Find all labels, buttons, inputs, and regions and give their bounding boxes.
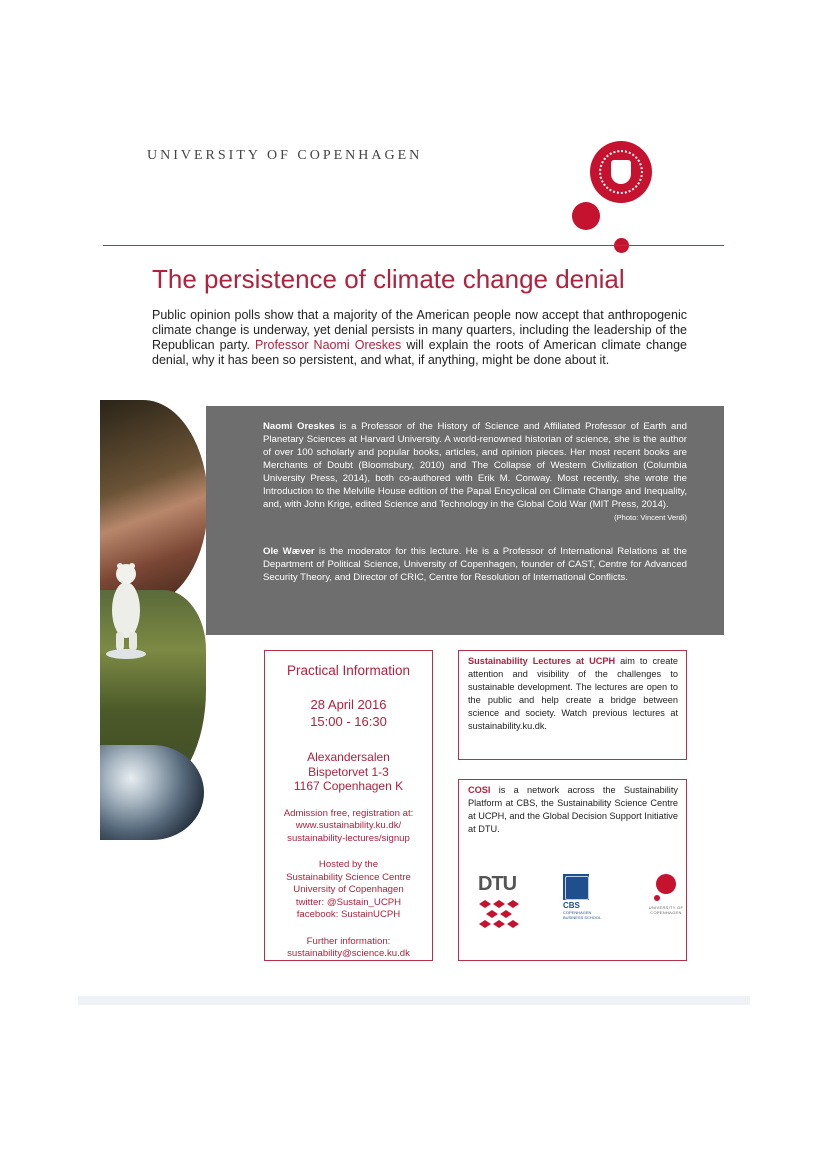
practical-info-box [264,650,433,961]
cosi-highlight: COSI [468,785,491,795]
host-university: University of Copenhagen [293,884,404,895]
street: Bispetorvet 1-3 [308,764,389,779]
contact-email[interactable]: sustainability@science.ku.dk [287,948,410,959]
earth-photo [100,745,204,840]
facebook-handle[interactable]: facebook: SustainUCPH [296,909,401,920]
intro-paragraph: Public opinion polls show that a majority of the American people now accept that anthropogenic climate change is underway, yet denial persists in many quarters, including the leadership of the Republican party. Professor Naomi Oreskes will explain the roots of American climate change denial, why it has been so persistent, and what, if anything, might be done about it. [152,308,687,367]
sustainability-lectures-box: Sustainability Lectures at UCPH aim to create attention and visibility of the challenges to sustainable development. The lectures are open to the public and help create a bridge between science and society. Watch previous lectures at sustainability.ku.dk. [458,650,687,760]
event-date: 28 April 2016 [310,697,387,712]
registration-link-cont[interactable]: sustainability-lectures/signup [287,832,410,844]
polar-bear-figure [104,550,148,660]
photo-credit: (Photo: Vincent Verdi) [614,513,687,522]
twitter-handle[interactable]: twitter: @Sustain_UCPH [295,896,402,908]
host-centre: Sustainability Science Centre [286,871,411,883]
university-seal-logo [590,141,652,203]
speaker-bio: Naomi Oreskes is a Professor of the History of Science and Affiliated Professor of Earth and Planetary Sciences at Harvard University. A world-renowned historian of science, she is the author of over 100 scholarly and popular books, articles, and opinion pieces. Her most recent books are Merchants of Doubt (Bloomsbury, 2010) and The Collapse of Western Civilization (Columbia University Press, 2014), both co-authored with Erik M. Conway. Most recently, she wrote the Introduction to the Melville House edition of the Papal Encyclical on Climate Change and Inequality, and, with John Krige, edited Science and Technology in the Global Cold War (MIT Press, 2014). (Photo: Vincent Verdi) [263,421,688,522]
university-name: UNIVERSITY OF COPENHAGEN [147,148,423,163]
venue: Alexandersalen [307,750,390,764]
photo-collage [100,400,208,840]
practical-heading: Practical Information [286,663,411,678]
sl-highlight: Sustainability Lectures at UCPH [468,656,616,666]
header-rule [103,245,724,246]
dtu-logo: DTU [478,873,520,928]
city: 1167 Copenhagen K [293,779,404,793]
footer-band [78,996,750,1005]
cbs-logo: CBS COPENHAGEN BUSINESS SCHOOL [563,874,603,920]
speaker-highlight: Professor Naomi Oreskes [255,338,402,352]
moderator-bio: Ole Wæver is the moderator for this lecture. He is a Professor of International Relations at the Department of Political Science, University of Copenhagen, founder of CAST, Centre for Advanced Security Theory, and Director of CRIC, Centre for Resolution of International Conflicts. [263,546,687,583]
registration-link[interactable]: www.sustainability.ku.dk/ [295,820,402,831]
further-info-label: Further information: [306,935,391,947]
page-title: The persistence of climate change denial [152,264,625,294]
ku-small-logo: UNIVERSITY OF COPENHAGEN [646,874,686,915]
admission-text: Admission free, registration at: [283,807,414,819]
event-time: 15:00 - 16:30 [310,714,387,729]
cosi-box: COSI is a network across the Sustainability Platform at CBS, the Sustainability Science Centre at UCPH, and the Global Decision Support Initiative at DTU. [458,779,687,961]
decorative-dot-large [572,202,600,230]
hosted-by: Hosted by the [318,859,379,870]
